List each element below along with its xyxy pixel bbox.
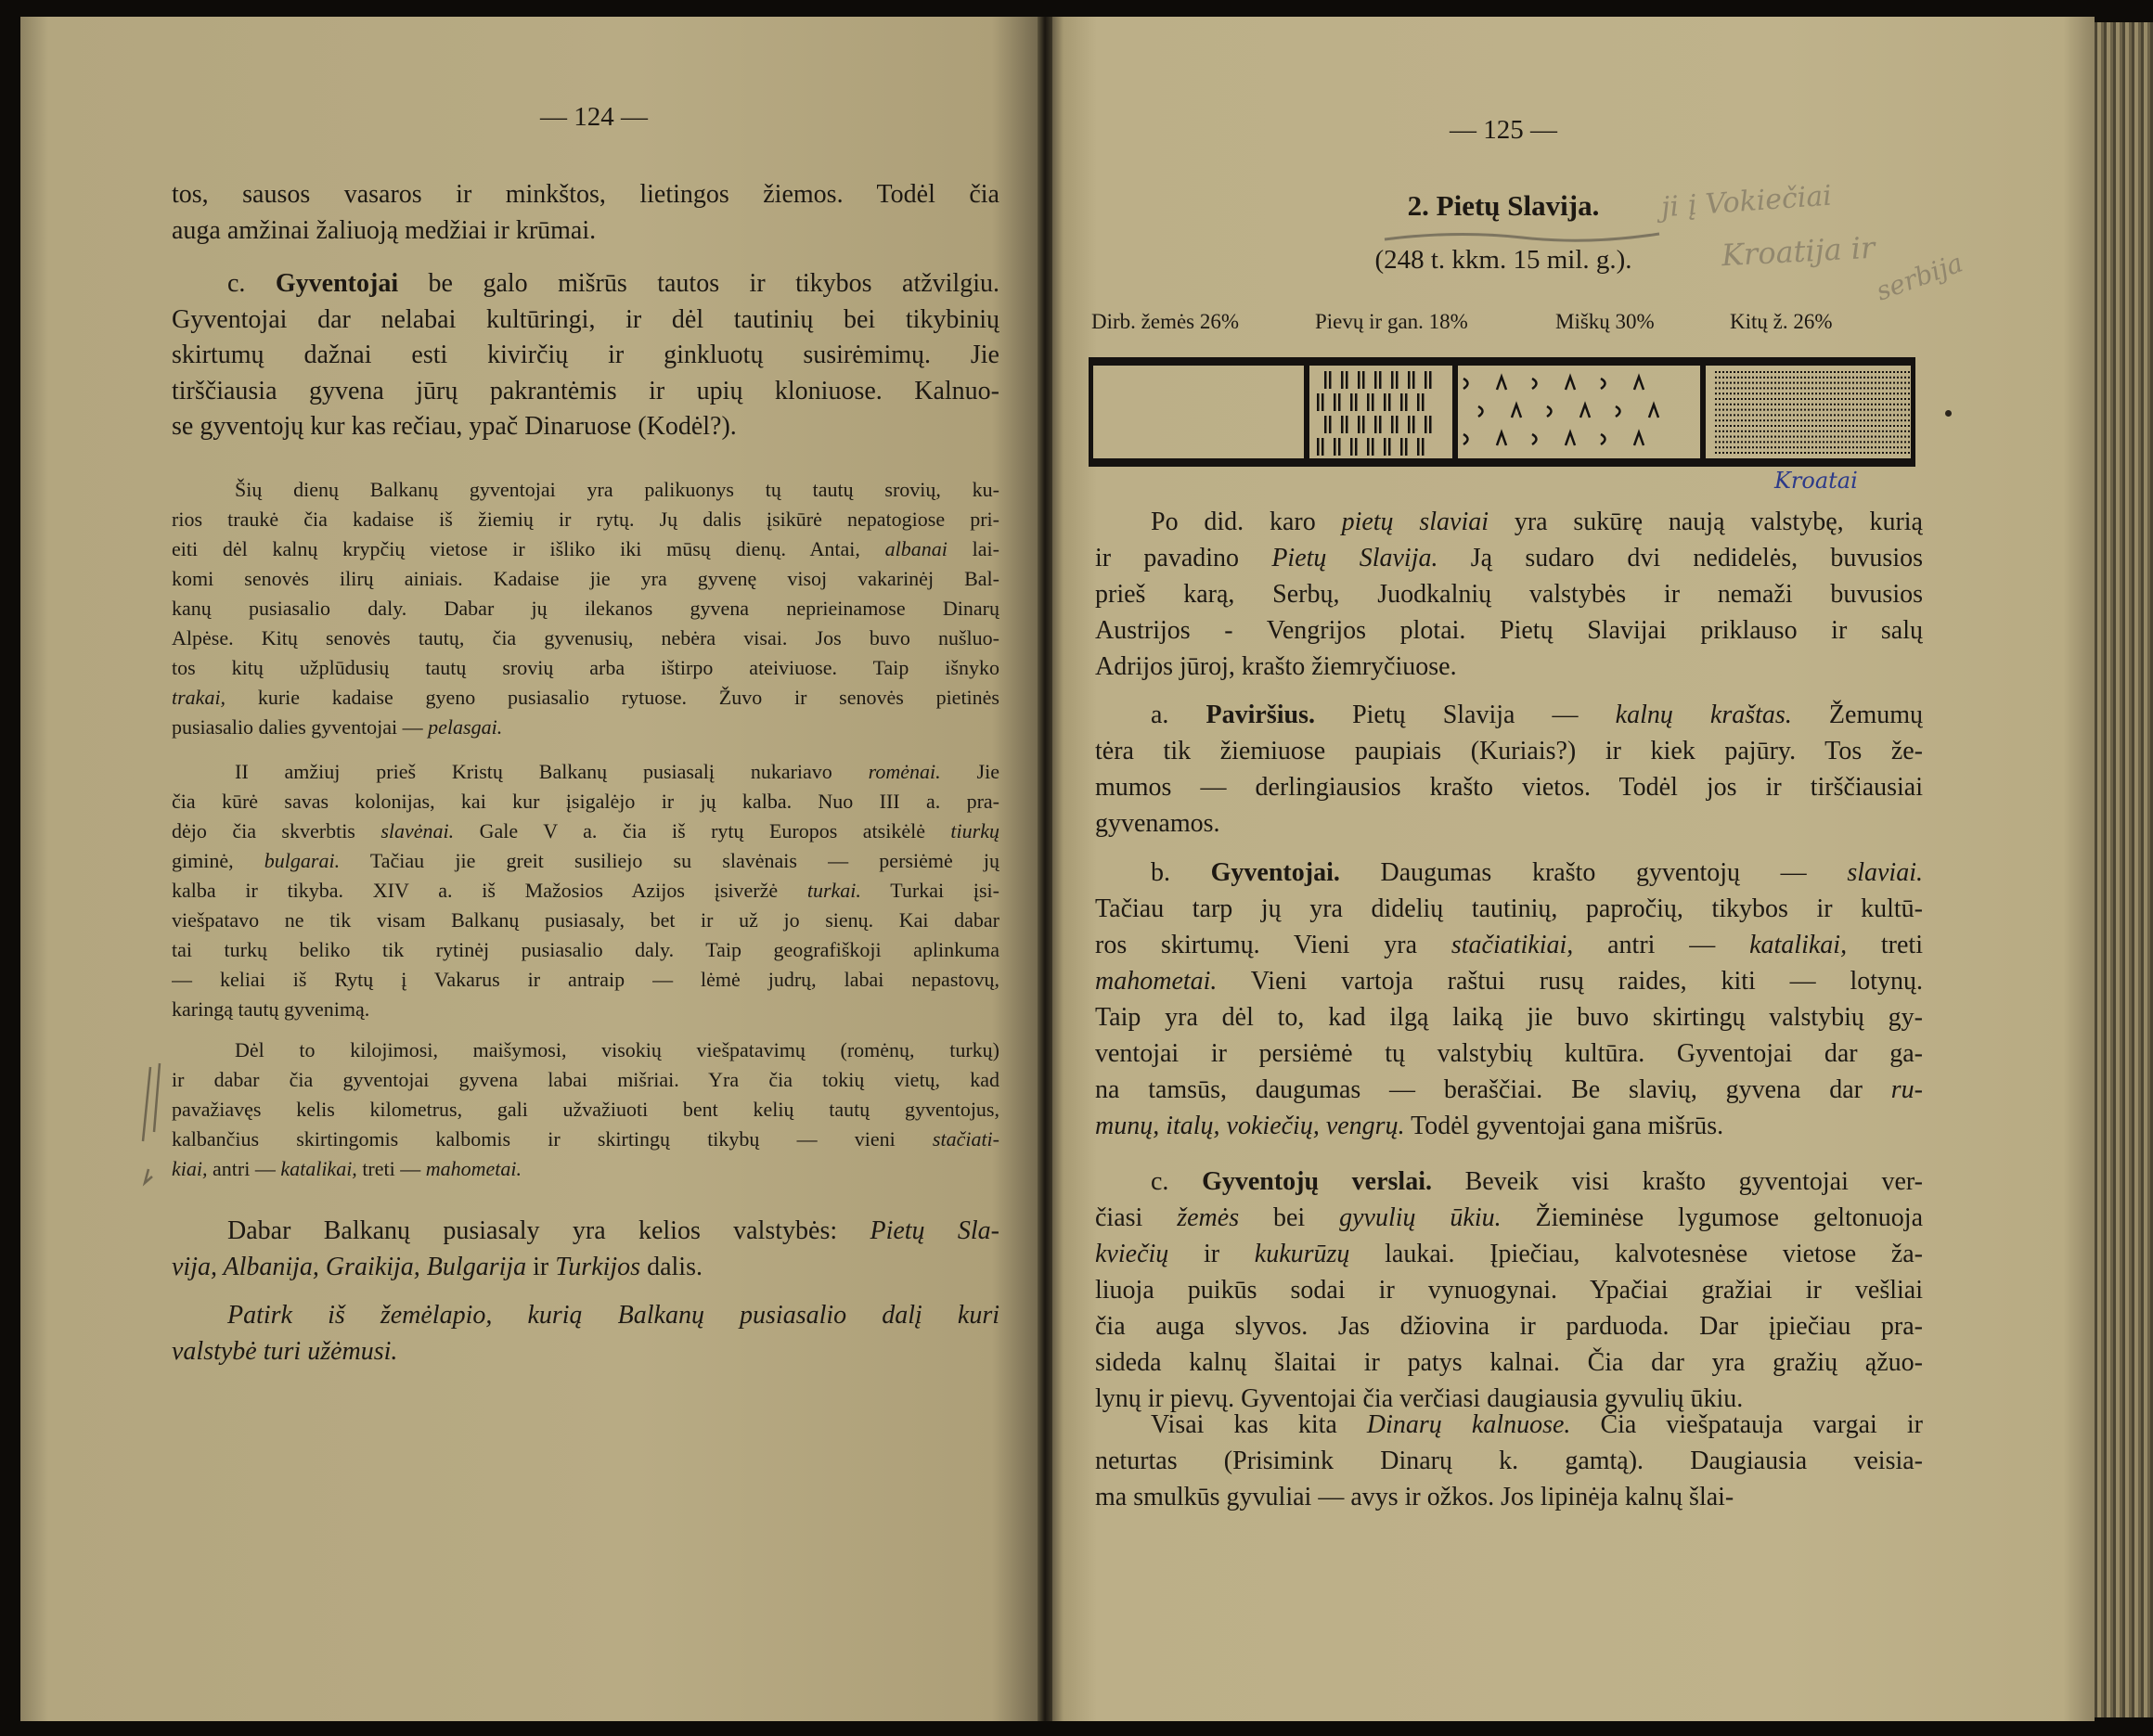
text-run: tėra tik žiemiuose paupiais (Kuriais?) ir kiek pajūry. Tos že- <box>1095 737 1923 765</box>
paragraph-surface <box>1095 697 1923 842</box>
meadow-mark <box>1379 371 1382 389</box>
italic-text: Pietų Sla- <box>870 1216 999 1245</box>
handwritten-note: Kroatija ir <box>1721 229 1876 274</box>
meadow-mark <box>1391 371 1394 389</box>
text-run: tirščiausia gyvena jūrų pakrantėmis ir upių kloniuose. Kalnuo- <box>172 376 999 405</box>
land-use-label-forests: Miškų 30% <box>1555 310 1655 333</box>
text-run: čia kūrė savas kolonijas, kai kur įsigalėjo ir jų kalba. Nuo III a. pra- <box>172 790 999 813</box>
text-run: be galo mišrūs tautos ir tikybos atžvilgiu. <box>398 269 999 298</box>
text-line <box>172 1125 999 1154</box>
meadow-mark <box>1384 438 1386 456</box>
italic-text: slaviai. <box>1847 858 1923 887</box>
ink-dot <box>1945 410 1952 417</box>
meadow-mark <box>1388 393 1391 411</box>
paragraph-population <box>172 266 999 445</box>
meadow-mark <box>1429 416 1432 433</box>
meadow-mark <box>1350 438 1353 456</box>
italic-text: valstybė turi užėmusi. <box>172 1336 398 1366</box>
italic-text: Pietų Slavija. <box>1271 544 1438 572</box>
bold-heading: Gyventojai. <box>1210 858 1340 887</box>
text-line <box>1095 540 1923 576</box>
italic-text: Turkijos <box>555 1252 641 1281</box>
text-run: dėjo čia skverbtis <box>172 819 381 842</box>
text-run: tos kitų užplūdusių tautų srovių arba ištirpo ateiviuose. Taip išnyko <box>172 656 999 679</box>
text-line <box>172 846 999 876</box>
meadow-mark <box>1346 371 1348 389</box>
text-line <box>172 177 999 213</box>
text-line <box>172 1334 999 1370</box>
italic-text: kukurūzų <box>1254 1240 1350 1268</box>
text-line <box>172 713 999 742</box>
italic-text: munų, italų, vokiečių, vengrų. <box>1095 1112 1405 1140</box>
paragraph-dinaric <box>1095 1407 1923 1515</box>
meadow-mark <box>1408 416 1411 433</box>
meadow-mark <box>1425 371 1427 389</box>
text-run: ir dabar čia gyventojai gyvena labai mišriai. Yra čia tokių vietų, kad <box>172 1068 999 1091</box>
text-run: treti <box>1847 931 1923 959</box>
italic-text: stačiatikiai, <box>1450 931 1574 959</box>
text-run: Ją sudaro dvi nedidelės, buvusios <box>1437 544 1923 572</box>
text-line <box>1095 1443 1923 1479</box>
text-line <box>1095 1344 1923 1381</box>
text-run: skirtumų dažnai esti kivirčių ir ginkluotų susirėmimų. Jie <box>172 341 999 369</box>
text-run: Visai kas kita <box>1151 1410 1367 1439</box>
text-run: dalis. <box>640 1252 703 1281</box>
pencil-underline <box>1383 228 1661 247</box>
section-subtitle: (248 t. kkm. 15 mil. g.). <box>1374 245 1632 275</box>
small-paragraph-origins <box>172 475 999 742</box>
text-run: treti — <box>356 1157 426 1180</box>
italic-text: trakai, <box>172 686 226 709</box>
text-run: čiasi <box>1095 1203 1178 1232</box>
book-spine <box>1038 17 1052 1721</box>
meadow-mark <box>1417 438 1420 456</box>
meadow-mark <box>1362 371 1365 389</box>
text-line <box>172 213 999 250</box>
text-run: antri — <box>207 1157 281 1180</box>
text-run: Turkai įsi- <box>860 879 999 902</box>
handwritten-note: serbija <box>1872 247 1967 307</box>
text-line <box>172 965 999 995</box>
meadow-mark <box>1317 438 1320 456</box>
handwritten-note-blue: Kroatai <box>1774 468 1858 494</box>
margin-pencil-marks <box>130 1058 176 1197</box>
text-run: tai turkų beliko tik rytinėj pusiasalio daly. Taip geografiškoji aplinkuma <box>172 938 999 961</box>
forest-mark <box>1580 405 1590 418</box>
meadow-mark <box>1405 438 1408 456</box>
meadow-mark <box>1429 371 1432 389</box>
meadow-mark <box>1358 416 1360 433</box>
text-line <box>172 302 999 339</box>
forest-mark <box>1601 379 1605 389</box>
meadow-mark <box>1346 416 1348 433</box>
text-run: II amžiuj prieš Kristų Balkanų pusiasalį nukariavo <box>235 760 869 783</box>
italic-text: žemės <box>1177 1203 1240 1232</box>
paragraph-states <box>172 1214 999 1285</box>
meadow-mark <box>1417 393 1420 411</box>
text-line <box>1095 504 1923 540</box>
text-run: gyvenamos. <box>1095 809 1220 838</box>
meadow-mark <box>1408 371 1411 389</box>
text-line <box>1095 963 1923 999</box>
meadow-mark <box>1396 371 1399 389</box>
forest-mark <box>1601 434 1605 444</box>
text-run: Gale V a. čia iš rytų Europos atsikėlė <box>454 819 951 842</box>
text-run: liuoja puikūs sodai ir vynuogynai. Ypačiai gražiai ir vešliai <box>1095 1276 1923 1305</box>
text-run: Pietų Slavija — <box>1314 701 1616 729</box>
text-line <box>1095 612 1923 649</box>
italic-text: kviečių <box>1095 1240 1169 1268</box>
italic-text: vija, Albanija, Graikija, Bulgarija <box>172 1252 527 1281</box>
page-number-right: — 125 — <box>1450 115 1557 145</box>
text-run: se gyventojų kur kas rečiau, ypač Dinaruose (Kodėl?). <box>172 412 737 441</box>
italic-text: mahometai. <box>425 1157 522 1180</box>
text-run: Daugumas krašto gyventojų — <box>1339 858 1848 887</box>
text-line <box>172 995 999 1024</box>
paragraph-intro <box>1095 504 1923 685</box>
text-line <box>1095 999 1923 1035</box>
text-run: giminė, <box>172 849 264 872</box>
text-run: ventojai ir persiėmė tų valstybių kultūra. Gyventojai dar ga- <box>1095 1039 1923 1068</box>
text-line <box>1095 697 1923 733</box>
text-run: kalbančius skirtingomis kalbomis ir skirtingų tikybų — vieni <box>172 1127 933 1151</box>
text-run: yra sukūrę naują valstybę, kurią <box>1489 508 1923 536</box>
land-use-cell-blank <box>1089 366 1304 458</box>
meadow-mark <box>1338 438 1341 456</box>
text-run: ma smulkūs gyvuliai — avys ir ožkos. Jos lipinėja kalnų šlai- <box>1095 1483 1734 1511</box>
italic-text: katalikai, <box>1749 931 1848 959</box>
meadow-mark <box>1372 438 1374 456</box>
text-run: c. <box>1151 1167 1203 1196</box>
meadow-mark <box>1391 416 1394 433</box>
forest-mark <box>1649 405 1658 418</box>
text-line <box>172 505 999 534</box>
forest-mark <box>1497 377 1506 390</box>
text-run: — keliai iš Rytų į Vakarus ir antraip — lėmė judrų, labai nepastovų, <box>172 968 999 991</box>
text-line <box>1095 769 1923 805</box>
paragraph-population-right <box>1095 855 1923 1144</box>
text-line <box>172 683 999 713</box>
forest-mark <box>1566 377 1575 390</box>
italic-text: tiurkų <box>950 819 999 842</box>
text-line <box>1095 1272 1923 1308</box>
text-line <box>1095 855 1923 891</box>
italic-text: kalnų kraštas. <box>1615 701 1792 729</box>
italic-text: albanai <box>884 537 948 560</box>
text-run: ir pavadino <box>1095 544 1272 572</box>
text-run: eiti dėl kalnų krypčių vietose ir išliko iki mūsų dienų. Antai, <box>172 537 885 560</box>
page-number-left: — 124 — <box>540 102 648 132</box>
handwritten-note: ji į Vokiečiai <box>1660 179 1833 225</box>
forest-mark <box>1532 434 1537 444</box>
italic-text: turkai. <box>806 879 861 902</box>
text-run: kurie kadaise gyeno pusiasalio rytuose. Žuvo ir senovės pietinės <box>226 686 999 709</box>
text-run: Alpėse. Kitų senovės tautų, čia gyvenusių, nebėra visai. Jos buvo nušluo- <box>172 626 999 649</box>
meadow-mark <box>1329 371 1332 389</box>
text-run: Taip yra dėl to, kad ilgą laiką jie buvo skirtingų valstybių gy- <box>1095 1003 1923 1032</box>
text-run: laukai. Įpiečiau, kalvotesnėse vietose ža- <box>1349 1240 1923 1268</box>
meadow-mark <box>1412 416 1415 433</box>
text-run: lai- <box>947 537 999 560</box>
text-line <box>1095 649 1923 685</box>
forest-mark <box>1463 379 1468 389</box>
text-run: sideda kalnų šlaitai ir patys kalnai. Čia dar yra gražių ąžuo- <box>1095 1348 1923 1377</box>
meadow-mark <box>1321 393 1324 411</box>
meadow-mark <box>1384 393 1386 411</box>
meadow-mark <box>1396 416 1399 433</box>
meadow-mark <box>1374 371 1377 389</box>
text-run: mumos — derlingiausios krašto vietos. Todėl jos ir tirščiausiai <box>1095 773 1923 802</box>
land-use-cell-dots <box>1700 366 1915 458</box>
text-line <box>172 935 999 965</box>
text-line <box>172 1154 999 1184</box>
meadow-mark <box>1321 438 1324 456</box>
meadow-mark <box>1355 393 1358 411</box>
italic-text: stačiati- <box>932 1127 999 1151</box>
meadow-mark <box>1334 438 1336 456</box>
text-line <box>172 475 999 505</box>
meadow-mark <box>1374 416 1377 433</box>
forest-mark <box>1463 434 1468 444</box>
text-run: Vieni vartoja raštui rusų raides, kiti — lotynų. <box>1217 967 1923 996</box>
text-line <box>172 787 999 817</box>
forest-mark <box>1512 405 1521 418</box>
text-run: Dabar Balkanų pusiasaly yra kelios valstybės: <box>227 1216 870 1245</box>
text-line <box>1095 891 1923 927</box>
text-line <box>172 757 999 787</box>
text-run: na tamsūs, daugumas — beraščiai. Be slavių, gyvena dar <box>1095 1075 1891 1104</box>
meadow-mark <box>1400 438 1403 456</box>
bold-heading: Paviršius. <box>1205 701 1315 729</box>
text-run: ros skirtumų. Vieni yra <box>1095 931 1451 959</box>
text-line <box>172 653 999 683</box>
text-line <box>172 594 999 624</box>
text-run: Žemumų <box>1791 701 1923 729</box>
text-run: Adrijos jūroj, krašto žiemryčiuose. <box>1095 652 1457 681</box>
text-line <box>172 266 999 302</box>
text-run: tos, sausos vasaros ir minkštos, lietingos žiemos. Todėl čia <box>172 180 999 209</box>
meadow-mark <box>1341 371 1344 389</box>
forest-mark <box>1634 377 1644 390</box>
forest-mark <box>1616 406 1620 417</box>
text-line <box>172 338 999 374</box>
meadow-mark <box>1350 393 1353 411</box>
text-run: kalba ir tikyba. XIV a. iš Mažosios Azijos įsiveržė <box>172 879 807 902</box>
meadow-mark <box>1324 416 1327 433</box>
text-run: Dėl to kilojimosi, maišymosi, visokių viešpatavimų (romėnų, turkų) <box>235 1038 999 1061</box>
text-run: Todėl gyventojai gana mišrūs. <box>1404 1112 1724 1140</box>
meadow-mark <box>1412 371 1415 389</box>
land-use-cell-bars <box>1304 366 1452 458</box>
text-line <box>172 409 999 445</box>
text-run: Jie <box>940 760 999 783</box>
text-run: Tačiau tarp jų yra didelių tautinių, papročių, tikybos ir kultū- <box>1095 894 1923 923</box>
text-line <box>1095 927 1923 963</box>
italic-text: pietų slaviai <box>1341 508 1489 536</box>
text-run: čia auga slyvos. Jas džiovina ir parduoda. Dar įpiečiau pra- <box>1095 1312 1923 1341</box>
text-run: kanų pusiasalio daly. Dabar jų ilekanos gyvena neprieinamose Dinarų <box>172 597 999 620</box>
text-line <box>172 624 999 653</box>
text-run: prieš karą, Serbų, Juodkalnių valstybės ir nemaži buvusios <box>1095 580 1923 609</box>
text-line <box>172 1095 999 1125</box>
text-line <box>1095 1308 1923 1344</box>
meadow-mark <box>1355 438 1358 456</box>
text-line <box>1095 1035 1923 1072</box>
text-line <box>172 564 999 594</box>
text-run: b. <box>1151 858 1211 887</box>
meadow-mark <box>1379 416 1382 433</box>
text-run: Čia viešpatauja vargai ir <box>1570 1410 1923 1439</box>
text-run: komi senovės ilirų ainiais. Kadaise jie yra gyvenę visoj vakarinėj Bal- <box>172 567 999 590</box>
land-use-label-other: Kitų ž. 26% <box>1730 310 1833 333</box>
text-run: Beveik visi krašto gyventojai ver- <box>1432 1167 1923 1196</box>
text-line <box>1095 805 1923 842</box>
forest-mark <box>1547 406 1552 417</box>
italic-text: katalikai, <box>280 1157 357 1180</box>
text-line <box>172 906 999 935</box>
forest-mark <box>1478 406 1483 417</box>
text-run: karingą tautų gyvenimą. <box>172 997 370 1021</box>
bold-heading: Gyventojai <box>275 269 399 298</box>
text-run: Tačiau jie greit susiliejo su slavėnais — persiėmė jų <box>340 849 999 872</box>
meadow-mark <box>1372 393 1374 411</box>
meadow-mark <box>1338 393 1341 411</box>
italic-text: ru- <box>1890 1075 1923 1104</box>
text-run: a. <box>1151 701 1206 729</box>
small-paragraph-history <box>172 757 999 1024</box>
italic-text: Patirk iš žemėlapio, kurią Balkanų pusiasalio dalį kuri <box>227 1301 999 1330</box>
text-run: Po did. karo <box>1151 508 1342 536</box>
paragraph-climate <box>172 177 999 249</box>
text-line <box>172 1035 999 1065</box>
meadow-mark <box>1367 438 1370 456</box>
text-run: rios traukė čia kadaise iš žiemių ir rytų. Jų dalis įsikūrė nepatogiose pri- <box>172 508 999 531</box>
other-land-dots <box>1708 366 1915 458</box>
text-line <box>1095 1407 1923 1443</box>
text-line <box>172 817 999 846</box>
land-use-label-arable: Dirb. žemės 26% <box>1091 310 1240 333</box>
text-line <box>172 1250 999 1286</box>
italic-text: romėnai. <box>868 760 941 783</box>
text-line <box>1095 576 1923 612</box>
text-run: Austrijos - Vengrijos plotai. Pietų Slavijai priklauso ir salų <box>1095 616 1923 645</box>
forest-mark <box>1566 432 1575 445</box>
paragraph-occupations <box>1095 1164 1923 1417</box>
italic-text: gyvulių ūkiu. <box>1339 1203 1502 1232</box>
meadow-mark <box>1362 416 1365 433</box>
paragraph-task <box>172 1298 999 1370</box>
text-run: ir <box>526 1252 556 1281</box>
meadow-mark <box>1405 393 1408 411</box>
meadow-mark <box>1329 416 1332 433</box>
small-paragraph-mixing <box>172 1035 999 1184</box>
page-edges <box>2095 22 2153 1717</box>
text-line <box>172 876 999 906</box>
text-line <box>1095 1200 1923 1236</box>
italic-text: slavėnai. <box>380 819 455 842</box>
text-line <box>172 1298 999 1334</box>
text-line <box>172 1214 999 1250</box>
land-use-cell-trees <box>1452 366 1700 458</box>
text-line <box>172 534 999 564</box>
forest-mark <box>1634 432 1644 445</box>
land-use-diagram <box>1089 357 1915 467</box>
italic-text: Dinarų kalnuose. <box>1366 1410 1571 1439</box>
italic-text: mahometai. <box>1095 967 1218 996</box>
meadow-mark <box>1317 393 1320 411</box>
text-line <box>1095 1236 1923 1272</box>
text-run: antri — <box>1573 931 1750 959</box>
italic-text: bulgarai. <box>264 849 341 872</box>
meadow-mark <box>1400 393 1403 411</box>
land-use-label-meadows: Pievų ir gan. 18% <box>1315 310 1468 333</box>
text-run: pavažiavęs kelis kilometrus, gali užvažiuoti bent kelių tautų gyventojus, <box>172 1098 999 1121</box>
text-run: auga amžinai žaliuoją medžiai ir krūmai. <box>172 215 597 245</box>
text-run: viešpatavo ne tik visam Balkanų pusiasaly, bet ir už jo sienų. Kai dabar <box>172 908 999 932</box>
meadow-mark <box>1334 393 1336 411</box>
text-run: neturtas (Prisimink Dinarų k. gamtą). Daugiausia veisia- <box>1095 1447 1923 1475</box>
text-run: Šių dienų Balkanų gyventojai yra palikuonys tų tautų srovių, ku- <box>235 478 999 501</box>
text-run: Žieminėse lygumose geltonuoja <box>1501 1203 1923 1232</box>
text-line <box>172 1065 999 1095</box>
meadow-mark <box>1341 416 1344 433</box>
meadow-mark <box>1422 438 1425 456</box>
text-line <box>1095 1108 1923 1144</box>
meadow-mark <box>1422 393 1425 411</box>
text-line <box>1095 1479 1923 1515</box>
text-run: bei <box>1239 1203 1340 1232</box>
text-run: lynų ir pievų. Gyventojai čia verčiasi daugiausia gyvulių ūkiu. <box>1095 1384 1744 1413</box>
bold-heading: Gyventojų verslai. <box>1202 1167 1432 1196</box>
meadow-mark <box>1425 416 1427 433</box>
italic-text: kiai, <box>172 1157 208 1180</box>
text-line <box>1095 1164 1923 1200</box>
forest-mark <box>1497 432 1506 445</box>
meadow-mark <box>1324 371 1327 389</box>
text-run: Gyventojai dar nelabai kultūringi, ir dėl tautinių bei tikybinių <box>172 304 999 334</box>
text-line <box>1095 733 1923 769</box>
italic-text: pelasgai. <box>428 715 503 739</box>
text-run: ir <box>1168 1240 1255 1268</box>
text-run: c. <box>227 269 276 298</box>
meadow-mark <box>1388 438 1391 456</box>
forest-mark <box>1532 379 1537 389</box>
meadow-mark <box>1367 393 1370 411</box>
text-run: pusiasalio dalies gyventojai — <box>172 715 429 739</box>
section-title: 2. Pietų Slavija. <box>1407 189 1600 222</box>
meadow-mark <box>1358 371 1360 389</box>
text-line <box>172 374 999 410</box>
text-line <box>1095 1072 1923 1108</box>
